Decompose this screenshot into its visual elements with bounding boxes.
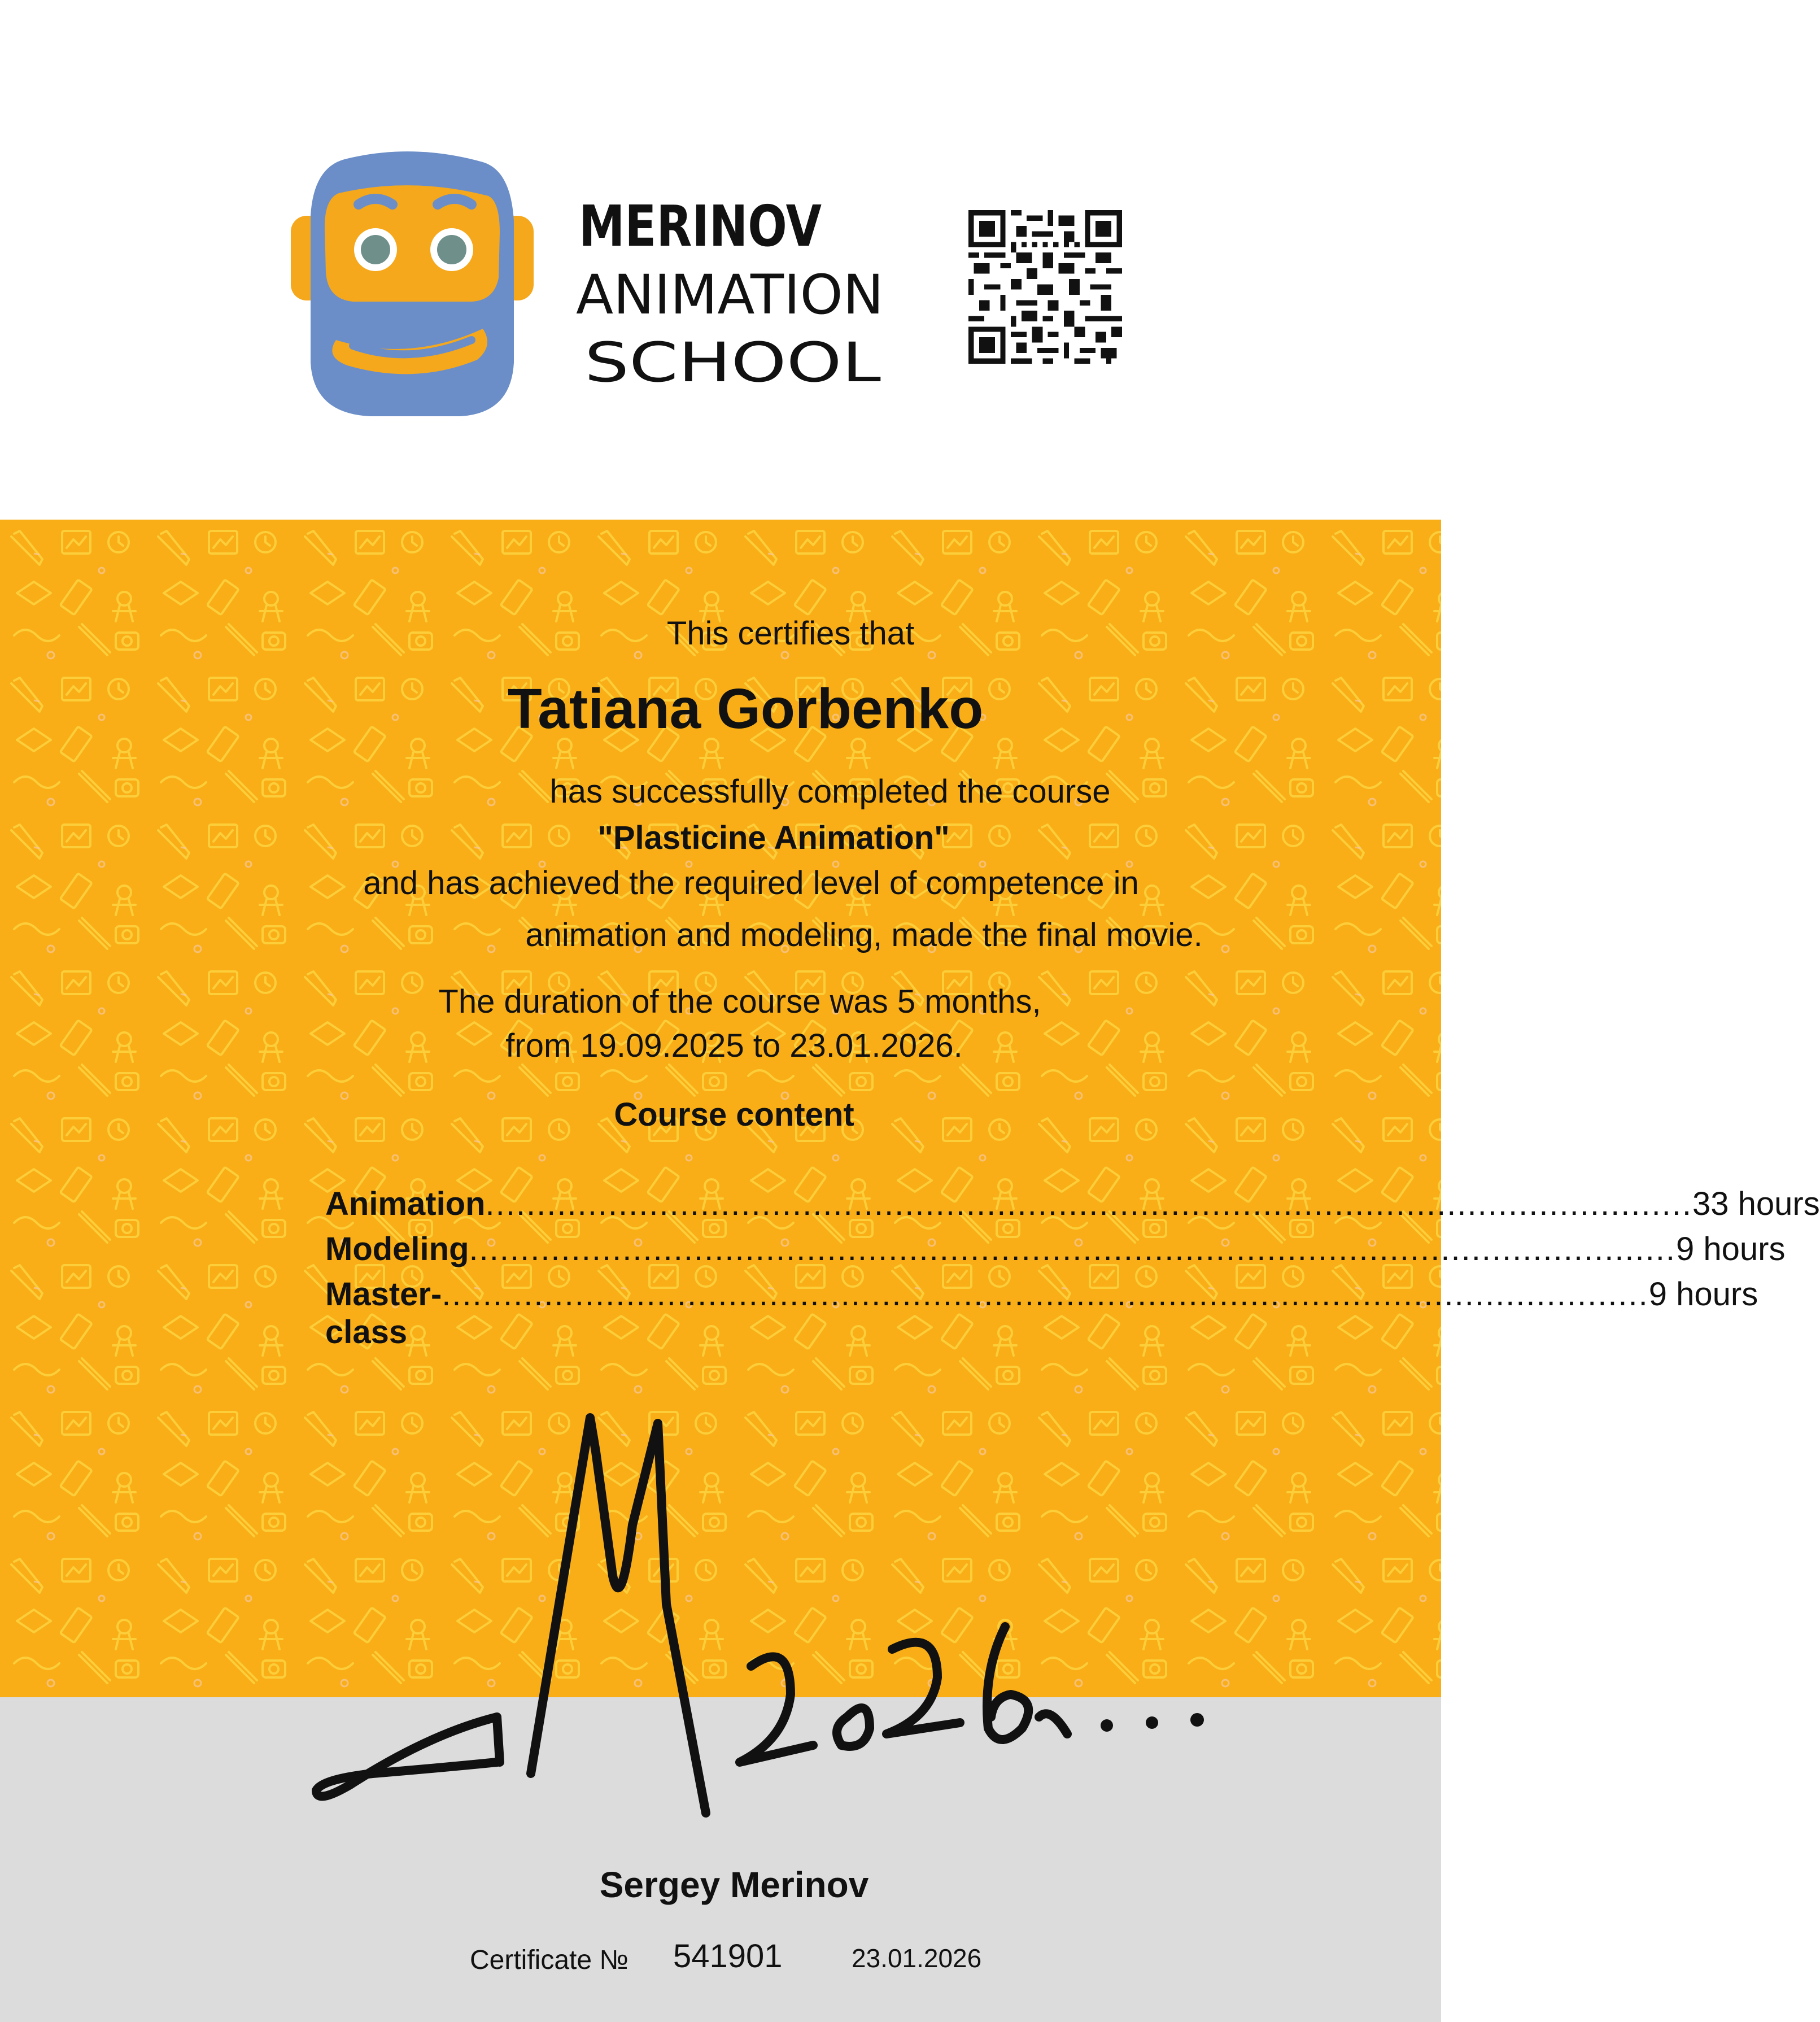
svg-text:ANIMATION: ANIMATION — [576, 263, 884, 326]
content-label: Master-class — [325, 1276, 442, 1350]
certificate-number-label: Certificate № — [470, 1945, 629, 1975]
content-value: 9 hours — [1648, 1276, 1758, 1313]
certificate-number: 541901 — [673, 1938, 783, 1975]
recipient-name: Tatiana Gorbenko — [507, 677, 984, 740]
intro-text: This certifies that — [666, 615, 915, 652]
content-value: 33 hours — [1692, 1186, 1820, 1222]
content-row-animation — [325, 1185, 1820, 1226]
content-value: 9 hours — [1676, 1231, 1786, 1267]
content-label: Modeling — [325, 1231, 469, 1267]
duration-line: The duration of the course was 5 months, — [438, 983, 1041, 1020]
course-title: "Plasticine Animation" — [597, 820, 950, 856]
school-logo-mask-icon — [291, 148, 534, 419]
qr-code-icon[interactable] — [968, 210, 1122, 364]
handwritten-signature — [305, 1401, 1220, 1830]
dot-leader: ...................................................................................................................... — [442, 1276, 1649, 1313]
signer-name: Sergey Merinov — [599, 1864, 869, 1905]
school-name-logo — [576, 186, 892, 395]
svg-text:MERINOV: MERINOV — [579, 193, 822, 259]
course-content-heading: Course content — [614, 1096, 854, 1133]
svg-text:SCHOOL: SCHOOL — [584, 331, 881, 394]
content-label: Animation — [325, 1186, 486, 1222]
final-movie-line: animation and modeling, made the final movie. — [525, 917, 1203, 953]
certificate-date: 23.01.2026 — [852, 1943, 982, 1973]
content-row-master-class — [325, 1275, 1758, 1350]
completion-line: has successfully completed the course — [549, 773, 1111, 810]
header — [0, 0, 1441, 520]
dot-leader: ...................................................................................................................... — [485, 1186, 1693, 1222]
competence-line: and has achieved the required level of competence in — [363, 865, 1139, 901]
content-row-modeling — [325, 1230, 1786, 1271]
date-range-line: from 19.09.2025 to 23.01.2026. — [505, 1027, 963, 1064]
dot-leader: ...................................................................................................................... — [469, 1231, 1676, 1267]
